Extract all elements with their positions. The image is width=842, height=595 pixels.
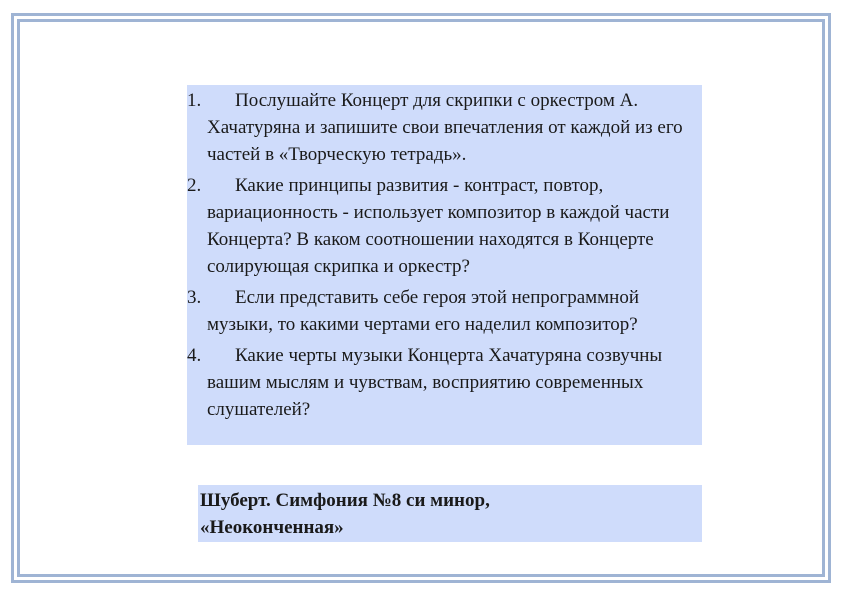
- question-number: 3.: [187, 287, 202, 308]
- question-number: 1.: [187, 90, 202, 111]
- list-item: [187, 284, 702, 338]
- symphony-title-box: [198, 485, 702, 542]
- question-list: [187, 85, 702, 445]
- question-number: 4.: [187, 345, 202, 366]
- question-text: Какие принципы развития - контраст, повтор, вариационность - использует композитор в каждой части Концерта? В каком соотношении находятся в Концерте солирующая скрипка и оркестр?: [207, 175, 670, 277]
- question-text: Послушайте Концерт для скрипки с оркестром А. Хачатуряна и запишите свои впечатления от каждой из его частей в «Творческую тетрадь».: [207, 90, 683, 165]
- symphony-title-line-1: Шуберт. Симфония №8 си минор,: [200, 490, 490, 511]
- symphony-title-line-2: «Неоконченная»: [200, 517, 344, 538]
- question-number: 2.: [187, 175, 202, 196]
- list-item: [187, 342, 702, 423]
- question-text: Какие черты музыки Концерта Хачатуряна созвучны вашим мыслям и чувствам, восприятию современных слушателей?: [207, 345, 663, 420]
- question-text: Если представить себе героя этой непрограммной музыки, то какими чертами его наделил композитор?: [207, 287, 640, 335]
- list-item: [187, 172, 702, 280]
- list-item: [187, 87, 702, 168]
